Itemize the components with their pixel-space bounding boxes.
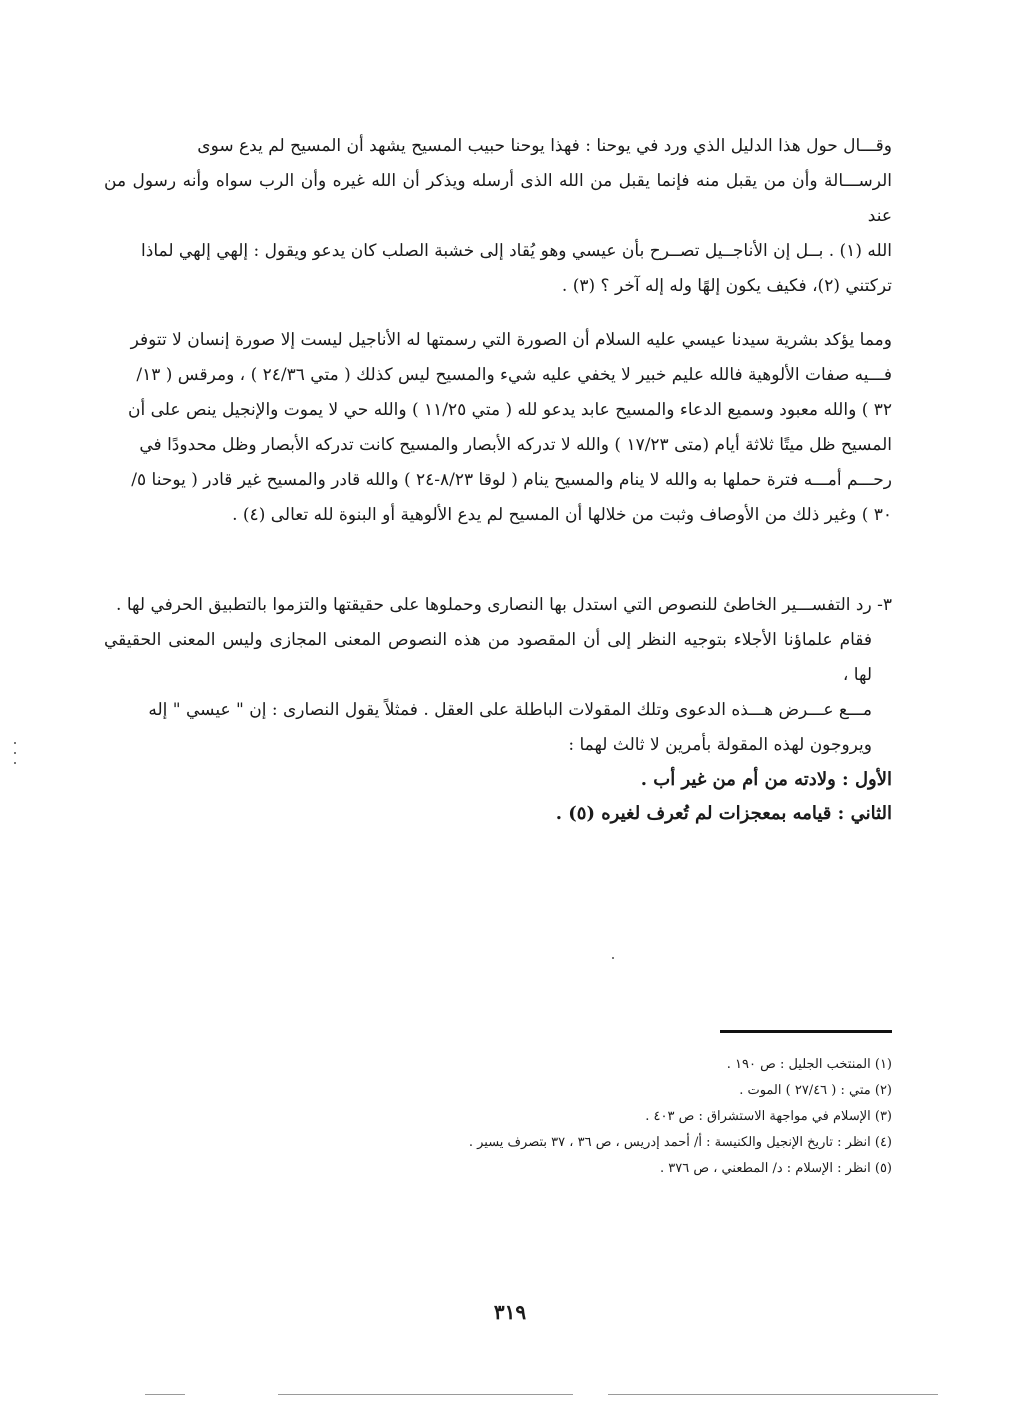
paragraph-1-line: الله (١) . بــل إن الأناجــيل تصــرح بأن عيسي وهو يُقاد إلى خشبة الصلب كان يدعو ويقول : إلهي إلهي لماذا (141, 241, 892, 261)
paragraph-1-line: الرســـالة وأن من يقبل منه فإنما يقبل من الله الذى أرسله ويذكر أن الله غيره وأن الرب سواه وأنه رسول من عند (104, 171, 892, 226)
paragraph-2-line: ٣٢ ) والله معبود وسميع الدعاء والمسيح عابد يدعو لله ( متي ١١/٢٥ ) والله حي لا يموت والإنجيل ينص على أن (128, 400, 892, 420)
paragraph-3-line: مـــع عـــرض هـــذه الدعوى وتلك المقولات الباطلة على العقل . فمثلاً يقول النصارى : إن " عيسي " إله (148, 700, 872, 720)
footnote-4: (٤) انظر : تاريخ الإنجيل والكنيسة : أ/ أحمد إدريس ، ص ٣٦ ، ٣٧ بتصرف يسير . (468, 1135, 892, 1150)
scan-edge-line (608, 1394, 938, 1395)
paragraph-2-line: ومما يؤكد بشرية سيدنا عيسي عليه السلام أن الصورة التي رسمتها له الأناجيل ليست إلا صورة إنسان لا تتوفر (130, 330, 892, 350)
scan-edge-line (145, 1394, 185, 1395)
footnote-2: (٢) متي : ( ٢٧/٤٦ ) الموت . (739, 1083, 892, 1098)
scan-speck (14, 752, 16, 754)
scan-edge-line (278, 1394, 573, 1395)
second-point: الثاني : قيامه بمعجزات لم تُعرف لغيره (٥) . (555, 803, 892, 824)
paragraph-1 (104, 129, 892, 304)
scan-speck (612, 957, 614, 959)
paragraph-2-line: ٣٠ ) وغير ذلك من الأوصاف وثبت من خلالها أن المسيح لم يدع الألوهية أو البنوة لله تعالى (٤) . (232, 505, 892, 525)
footnote-5: (٥) انظر : الإسلام : د/ المطعني ، ص ٣٧٦ . (660, 1161, 892, 1176)
footnote-separator (720, 1030, 892, 1033)
paragraph-2-line: المسيح ظل ميتًا ثلاثة أيام (متى ١٧/٢٣ ) والله لا تدركه الأبصار والمسيح كانت تدركه الأبصار وظل محدودًا في (139, 435, 892, 455)
paragraph-3-line: ٣- رد التفســـير الخاطئ للنصوص التي استدل بها النصارى وحملوها على حقيقتها والتزموا بالتطبيق الحرفي لها . (116, 595, 892, 615)
scan-speck (14, 762, 16, 764)
paragraph-2-line: رحـــم أمـــه فترة حملها به والله لا ينام والمسيح ينام ( لوقا ٨/٢٣-٢٤ ) والله قادر والمسيح غير قادر ( يوحنا ٥/ (131, 470, 892, 490)
footnotes (252, 1052, 892, 1182)
footnote-3: (٣) الإسلام في مواجهة الاستشراق : ص ٤٠٣ . (645, 1109, 892, 1124)
paragraph-1-line: تركتني (٢)، فكيف يكون إلهًا وله إله آخر ؟ (٣) . (561, 276, 892, 296)
paragraph-3 (104, 588, 892, 831)
first-point: الأول : ولادته من أم من غير أب . (640, 769, 892, 790)
paragraph-1-line: وقـــال حول هذا الدليل الذي ورد في يوحنا : فهذا يوحنا حبيب المسيح يشهد أن المسيح لم يدع سوى (197, 136, 892, 156)
paragraph-2 (104, 323, 892, 533)
paragraph-3-line: ويروجون لهذه المقولة بأمرين لا ثالث لهما : (568, 735, 872, 755)
paragraph-2-line: فـــيه صفات الألوهية فالله عليم خبير لا يخفي عليه شيء والمسيح ليس كذلك ( متي ٢٤/٣٦ ) ، ومرقس ( ١٣/ (136, 365, 892, 385)
scan-speck (14, 742, 16, 744)
paragraph-3-line: فقام علماؤنا الأجلاء بتوجيه النظر إلى أن المقصود من هذه النصوص المعنى المجازى وليس المعنى الحقيقي لها ، (104, 630, 872, 685)
page-number: ٣١٩ (493, 1300, 527, 1324)
footnote-1: (١) المنتخب الجليل : ص ١٩٠ . (726, 1057, 892, 1072)
